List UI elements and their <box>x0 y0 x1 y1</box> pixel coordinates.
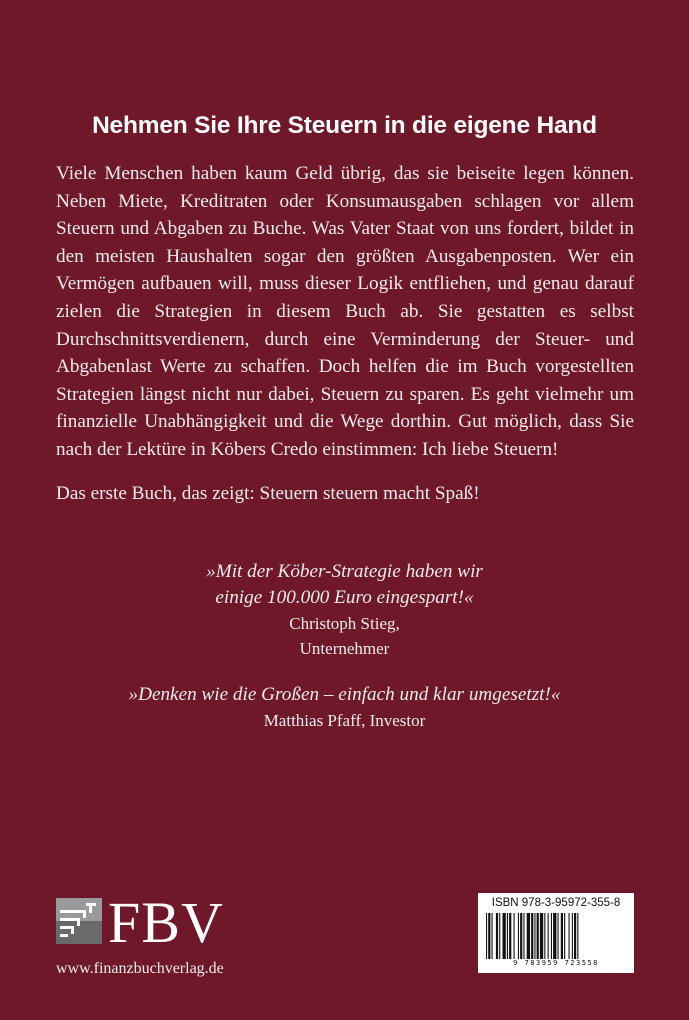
blurb-text: Viele Menschen haben kaum Geld übrig, das sie beiseite legen können. Neben Miete, Kreditraten oder Konsumausgaben schlagen vor allem Steuern und Abgaben zu Buche. Was Vater Staat von uns fordert, bildet in den meisten Haushalten sogar den größten Ausgabenposten. Wer ein Vermögen aufbauen will, muss dieser Logik entfliehen, und genau darauf zielen die Strategien in diesem Buch ab. Sie gestatten es selbst Durchschnittsverdienern, durch eine Verminderung der Steuer- und Abgabenlast Werte zu schaffen. Doch helfen die im Buch vorgestellten Strategien längst nicht nur dabei, Steuern zu sparen. Es geht vielmehr um finanzielle Unabhängigkeit und die Wege dorthin. Gut möglich, dass Sie nach der Lektüre in Köbers Credo einstimmen: Ich liebe Steuern! <box>56 163 634 460</box>
barcode-bars <box>486 913 626 959</box>
quote-2 <box>0 682 689 733</box>
barcode-bar <box>577 913 578 959</box>
headline: Nehmen Sie Ihre Steuern in die eigene Hand <box>92 112 597 139</box>
tagline: Das erste Buch, das zeigt: Steuern steuern macht Spaß! <box>56 483 480 504</box>
barcode-digits: 9 783959 723558 <box>513 959 599 967</box>
quote-1-author-role: Unternehmer <box>299 639 390 658</box>
publisher-url[interactable]: www.finanzbuchverlag.de <box>56 960 224 977</box>
barcode-bar <box>531 913 533 959</box>
barcode-bar <box>523 913 524 959</box>
barcode-bar <box>537 913 539 959</box>
isbn-label: ISBN 978-3-95972-355-8 <box>491 897 621 909</box>
barcode-bar <box>514 913 515 959</box>
publisher-logo-text: FBV <box>108 890 224 955</box>
barcode-bar <box>553 913 556 959</box>
isbn-barcode <box>478 893 634 973</box>
publisher-logo <box>56 890 276 955</box>
barcode-bar <box>534 913 535 959</box>
barcode-bar <box>572 913 573 959</box>
quote-2-author: Matthias Pfaff, Investor <box>263 711 426 730</box>
staircase-logo-icon <box>56 898 102 944</box>
barcode-bar <box>569 913 570 959</box>
barcode-bar <box>509 913 511 959</box>
barcode-bar <box>499 913 500 959</box>
barcode-bar <box>486 913 487 959</box>
barcode-bar <box>527 913 530 959</box>
barcode-bar <box>558 913 559 959</box>
quote-1-text: »Mit der Köber-Strategie haben wir einige 100.000 Euro eingespart!« <box>206 561 483 608</box>
quote-1 <box>0 559 689 661</box>
barcode-bar <box>520 913 522 959</box>
barcode-bar <box>564 913 565 959</box>
barcode-bar <box>507 913 508 959</box>
barcode-bar <box>496 913 498 959</box>
barcode-bar <box>574 913 576 959</box>
barcode-bar <box>518 913 519 959</box>
barcode-bar <box>561 913 563 959</box>
barcode-bar <box>488 913 490 959</box>
barcode-bar <box>544 913 545 959</box>
barcode-bar <box>492 913 493 959</box>
quote-2-text: »Denken wie die Großen – einfach und klar umgesetzt!« <box>128 684 561 705</box>
barcode-bar <box>540 913 543 959</box>
barcode-bar <box>548 913 549 959</box>
barcode-bar <box>551 913 552 959</box>
quote-1-author-name: Christoph Stieg, <box>289 614 400 633</box>
barcode-bar <box>503 913 506 959</box>
